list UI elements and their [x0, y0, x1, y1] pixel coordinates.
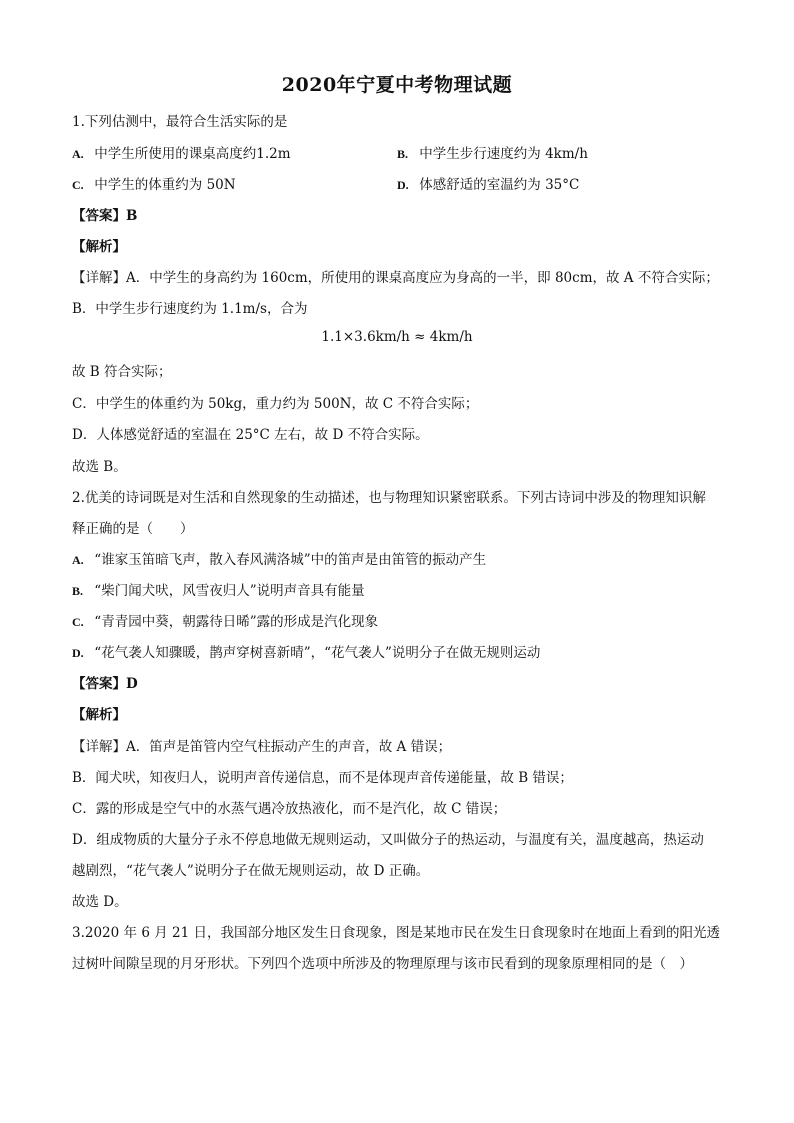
- q1-detail-line: 故 B 符合实际；: [72, 364, 172, 380]
- q2-analysis-label: 【解析】: [72, 707, 126, 723]
- option-text: “谁家玉笛暗飞声，散入春风满洛城”中的笛声是由笛管的振动产生: [94, 552, 487, 568]
- q2-detail-line: C．露的形成是空气中的水蒸气遇冷放热液化，而不是汽化，故 C 错误；: [72, 801, 507, 817]
- answer-label: 【答案】: [72, 676, 126, 692]
- q2-option-c: [72, 610, 378, 630]
- q1-detail-line: B．中学生步行速度约为 1.1m/s，合为: [72, 301, 308, 317]
- option-text: “花气袭人知骤暖，鹊声穿树喜新晴”，“花气袭人”说明分子在做无规则运动: [94, 645, 541, 661]
- q3-stem-line2: 过树叶间隙呈现的月牙形状。下列四个选项中所涉及的物理原理与该市民看到的现象原理相同的是（ ）: [72, 956, 693, 972]
- option-text: 中学生所使用的课桌高度约1.2m: [94, 146, 291, 162]
- q1-analysis-label: 【解析】: [72, 239, 126, 255]
- q1-option-d: [397, 173, 579, 193]
- answer-label: 【答案】: [72, 208, 126, 224]
- option-key: C.: [72, 615, 84, 629]
- q2-stem-line2: 释正确的是（ ）: [72, 521, 194, 537]
- q1-detail-line: D．人体感觉舒适的室温在 25°C 左右，故 D 不符合实际。: [72, 427, 429, 443]
- q1-answer: [72, 204, 137, 224]
- q2-option-b: [72, 579, 365, 599]
- q2-detail-line: B．闻犬吠，知夜归人，说明声音传递信息，而不是体现声音传递能量，故 B 错误；: [72, 770, 573, 786]
- q1-detail-line: 【详解】A．中学生的身高约为 160cm，所使用的课桌高度应为身高的一半，即 80cm，故 A 不符合实际；: [72, 270, 719, 286]
- q2-detail-line: 【详解】A．笛声是笛管内空气柱振动产生的声音，故 A 错误；: [72, 739, 452, 755]
- q2-option-d: [72, 641, 540, 661]
- q2-detail-line: D．组成物质的大量分子永不停息地做无规则运动，又叫做分子的热运动，与温度有关，温度越高，热运动: [72, 832, 704, 848]
- q2-detail-line: 越剧烈，“花气袭人”说明分子在做无规则运动，故 D 正确。: [72, 863, 430, 879]
- q1-detail-line: C．中学生的体重约为 50kg，重力约为 500N，故 C 不符合实际；: [72, 396, 479, 412]
- q1-detail-line: 故选 B。: [72, 459, 127, 475]
- q2-stem-line1: 2.优美的诗词既是对生活和自然现象的生动描述，也与物理知识紧密联系。下列古诗词中涉及的物理知识解: [72, 490, 706, 506]
- option-key: D.: [397, 178, 409, 192]
- q1-option-b: [397, 142, 588, 162]
- q1-equation: 1.1×3.6km/h ≈ 4km/h: [321, 329, 473, 345]
- option-key: A.: [72, 147, 84, 161]
- option-key: C.: [72, 178, 84, 192]
- option-key: D.: [72, 646, 84, 660]
- answer-value: B: [126, 208, 138, 224]
- q2-detail-line: 故选 D。: [72, 894, 128, 910]
- q2-option-a: [72, 548, 486, 568]
- option-text: 体感舒适的室温约为 35°C: [419, 177, 580, 193]
- option-text: 中学生步行速度约为 4km/h: [419, 146, 588, 162]
- answer-value: D: [126, 676, 138, 692]
- option-text: 中学生的体重约为 50N: [94, 177, 236, 193]
- option-text: “柴门闻犬吠，风雪夜归人”说明声音具有能量: [94, 583, 365, 599]
- option-key: B.: [72, 584, 84, 598]
- q1-option-c: [72, 173, 236, 193]
- page-title: 2020年宁夏中考物理试题: [281, 74, 513, 96]
- option-text: “青青园中葵，朝露待日晞”露的形成是汽化现象: [94, 614, 379, 630]
- q2-answer: [72, 672, 138, 692]
- option-key: A.: [72, 553, 84, 567]
- q1-stem: 1.下列估测中，最符合生活实际的是: [72, 114, 288, 130]
- q1-option-a: [72, 142, 291, 162]
- q3-stem-line1: 3.2020 年 6 月 21 日，我国部分地区发生日食现象，图是某地市民在发生日食现象时在地面上看到的阳光透: [72, 925, 720, 941]
- option-key: B.: [397, 147, 409, 161]
